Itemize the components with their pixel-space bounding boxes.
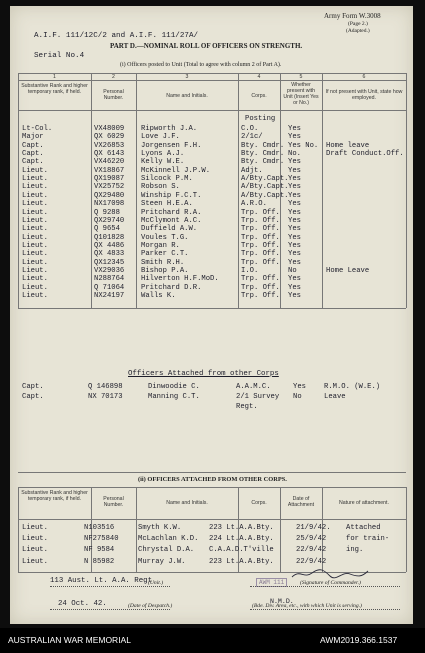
- officer-rank: Major: [22, 133, 44, 142]
- stamp: AWM 111: [256, 578, 287, 587]
- officer-present: Yes: [288, 250, 301, 259]
- unit-name: 113 Aust. Lt. A.A. Regt: [50, 577, 153, 585]
- officer-present: Yes: [288, 233, 301, 242]
- part-title: PART D.—NOMINAL ROLL OF OFFICERS ON STRENGTH.: [110, 42, 303, 50]
- date-label: (Date of Despatch.): [128, 603, 173, 609]
- officer-corps: Trp. Off.: [241, 208, 280, 217]
- officer-corps: Trp. Off.: [241, 233, 280, 242]
- officer-corps: Trp. Off.: [241, 283, 280, 292]
- attached-ii-rank: Lieut.: [22, 524, 48, 532]
- col-number-4: 4: [257, 74, 261, 80]
- officer-corps: Trp. Off.: [241, 292, 280, 300]
- officer-number: QX 6143: [94, 150, 125, 159]
- officer-number: QX29740: [94, 216, 125, 225]
- officer-rank: Lieut.: [22, 233, 48, 242]
- officer-rank: Capt.: [22, 158, 44, 167]
- officer-rank: Lieut.: [22, 166, 48, 175]
- serial-number: Serial No.4: [34, 52, 85, 60]
- attached-ii-corps: C.A.A.D.T'ville: [209, 546, 274, 555]
- archive-id: AWM2019.366.1537: [320, 635, 398, 645]
- officer-corps: Adjt.: [241, 166, 263, 175]
- signature-label: (Signature of Commander.): [300, 580, 361, 586]
- col-number-6: 6: [362, 74, 366, 80]
- officer-employed: Home Leave: [326, 266, 370, 275]
- officer-corps: 2/1c/: [241, 133, 263, 142]
- header-present: Whether present with Unit (Insert Yes or No.): [283, 82, 319, 106]
- officer-name: Hilverton H.F.MoD.: [141, 275, 219, 284]
- officer-corps: Trp. Off.: [241, 216, 280, 225]
- officer-rank: Capt.: [22, 150, 44, 159]
- officer-rank: Lieut.: [22, 200, 48, 209]
- header-ii-rank: Substantive Rank and higher temporary rank, if held.: [21, 490, 88, 502]
- officer-rank: Lieut.: [22, 225, 48, 234]
- attached-ii-nature: Attached: [346, 524, 381, 532]
- officer-present: Yes: [288, 166, 301, 175]
- officer-present: No: [288, 266, 297, 275]
- attached-name: Dinwoodie C.: [148, 383, 200, 391]
- header-corps: Corps.: [251, 93, 267, 99]
- officer-present: Yes: [288, 216, 301, 225]
- officer-name: McClymont A.C.: [141, 216, 202, 225]
- officer-present: Yes: [288, 158, 301, 167]
- officer-number: Q101828: [94, 233, 125, 242]
- officer-number: VX46220: [94, 158, 125, 167]
- officer-name: Winship F.C.T.: [141, 191, 202, 200]
- officer-present: Yes: [288, 191, 301, 200]
- officer-corps: Trp. Off.: [241, 275, 280, 284]
- attached-number: NX 70173: [88, 393, 123, 401]
- unit-label: (Unit.): [148, 580, 164, 586]
- officer-corps: Trp. Off.: [241, 258, 280, 267]
- officer-name: Morgan R.: [141, 241, 180, 250]
- attached-ii-name: Murray J.W.: [138, 557, 186, 566]
- officer-name: Silcock P.M.: [141, 175, 193, 184]
- officer-employed: Home leave: [326, 141, 370, 150]
- officer-name: Love J.F.: [141, 133, 180, 142]
- officer-number: QX12345: [94, 258, 125, 267]
- officer-present: Yes: [288, 125, 301, 133]
- archive-footer: [0, 628, 425, 653]
- attached-ii-name: Smyth K.W.: [138, 524, 182, 532]
- officer-corps: Trp. Off.: [241, 225, 280, 234]
- officer-present: No.: [288, 150, 301, 159]
- attached-employed: Leave: [324, 393, 346, 401]
- officer-present: Yes: [288, 183, 301, 192]
- area-label: (Bde. Div. Area, etc., with which Unit is serving.): [252, 603, 362, 609]
- officer-rank: Lieut.: [22, 216, 48, 225]
- header-personal-number: Personal Number.: [103, 89, 124, 101]
- area-name: N.M.D.: [270, 598, 294, 605]
- header-ii-personal-number: Personal Number.: [103, 496, 124, 508]
- officer-corps: C.O.: [241, 125, 259, 133]
- header-ii-date: Date of Attachment: [287, 496, 315, 508]
- col-number-2: 2: [112, 74, 115, 80]
- officer-number: VX48009: [94, 125, 125, 133]
- attached-ii-corps: 223 Lt.A.A.Bty.: [209, 524, 274, 532]
- attached-employed: R.M.O. (W.E.): [324, 383, 381, 391]
- col-number-1: 1: [53, 74, 56, 80]
- officer-present: Yes: [288, 292, 301, 300]
- section-i-title: (i) Officers posted to Unit (Total to agree with column 2 of Part A).: [120, 62, 282, 68]
- officer-rank: Lieut.: [22, 191, 48, 200]
- officer-name: Smith R.H.: [141, 258, 185, 267]
- officer-present: Yes: [288, 200, 301, 209]
- col-number-3: 3: [185, 74, 189, 80]
- header-rank: Substantive Rank and higher temporary rank, if held.: [21, 83, 88, 95]
- officer-name: Bishop P.A.: [141, 266, 189, 275]
- officer-number: NX17098: [94, 200, 125, 209]
- adapted-note: (Adapted.): [346, 28, 370, 34]
- despatch-date: 24 Oct. 42.: [58, 600, 107, 608]
- officer-rank: Lieut.: [22, 266, 48, 275]
- officer-corps: A/Bty.Capt.: [241, 175, 289, 184]
- attached-ii-nature: for train-: [346, 535, 390, 544]
- attached-ii-rank: Lieut.: [22, 535, 48, 544]
- army-form-number: Army Form W.3008: [324, 12, 381, 20]
- section-ii-title: (ii) OFFICERS ATTACHED FROM OTHER CORPS.: [138, 476, 287, 483]
- attached-ii-date: 25/9/42: [296, 535, 327, 544]
- officer-name: Robson S.: [141, 183, 180, 192]
- officer-corps: A/Bty.Capt.: [241, 183, 289, 192]
- officer-name: Kelly W.E.: [141, 158, 185, 167]
- officer-number: VX26853: [94, 141, 125, 150]
- officer-name: Jorgensen F.H.: [141, 141, 202, 150]
- attached-corps: 2/1 Survey: [236, 393, 280, 401]
- officer-number: QX29480: [94, 191, 125, 200]
- officer-name: Ripworth J.A.: [141, 125, 198, 133]
- attached-ii-date: 22/9/42: [296, 557, 327, 566]
- officer-rank: Capt.: [22, 141, 44, 150]
- officer-number: VX25752: [94, 183, 125, 192]
- officer-corps: A/Bty.Capt.: [241, 191, 289, 200]
- attached-present: No: [293, 393, 302, 401]
- officer-rank: Lieut.: [22, 208, 48, 217]
- officer-present: Yes: [288, 133, 301, 142]
- officer-corps: Bty. Cmdr.: [241, 158, 285, 167]
- officer-present: Yes No.: [288, 141, 319, 150]
- header-employed: If not present with Unit, state how employed.: [325, 89, 403, 101]
- officer-number: N288764: [94, 275, 125, 284]
- attached-ii-corps: 224 Lt.A.A.Bty.: [209, 535, 274, 544]
- officer-rank: Lieut.: [22, 292, 48, 300]
- officer-corps: Bty. Cmdr.: [241, 141, 285, 150]
- officer-number: VX29036: [94, 266, 125, 275]
- officer-rank: Lieut.: [22, 250, 48, 259]
- attached-ii-number: NF275840: [84, 535, 119, 544]
- attached-ii-nature: ing.: [346, 546, 364, 555]
- attached-corps-line2: Regt.: [236, 403, 258, 411]
- officer-number: Q 9288: [94, 208, 120, 217]
- attached-rank: Capt.: [22, 393, 44, 401]
- officer-present: Yes: [288, 283, 301, 292]
- attached-ii-number: N 85982: [84, 557, 115, 566]
- officer-present: Yes: [288, 275, 301, 284]
- officer-name: Lyons A.J.: [141, 150, 185, 159]
- officer-name: Duffield A.W.: [141, 225, 198, 234]
- posting-label: Posting: [245, 115, 276, 123]
- officer-present: Yes: [288, 241, 301, 250]
- attached-ii-name: Chrystal D.A.: [138, 546, 195, 555]
- header-name: Name and Initials.: [166, 93, 208, 99]
- officer-corps: A.R.O.: [241, 200, 267, 209]
- officer-number: QX 4833: [94, 250, 125, 259]
- officer-number: Q 9654: [94, 225, 120, 234]
- officer-corps: Trp. Off.: [241, 241, 280, 250]
- attached-present: Yes: [293, 383, 306, 391]
- officer-corps: Bty. Cmdr.: [241, 150, 285, 159]
- officer-number: NX24197: [94, 292, 125, 300]
- officer-number: Q 71064: [94, 283, 125, 292]
- officer-rank: Lieut.: [22, 175, 48, 184]
- officer-name: Steen H.E.A.: [141, 200, 193, 209]
- officer-rank: Lieut.: [22, 275, 48, 284]
- document-page: [10, 6, 413, 624]
- officer-name: Pritchard R.A.: [141, 208, 202, 217]
- officer-name: Pritchard D.R.: [141, 283, 202, 292]
- attached-corps: A.A.M.C.: [236, 383, 271, 391]
- attached-ii-corps: 223 Lt.A.A.Bty.: [209, 557, 274, 566]
- officer-present: Yes: [288, 225, 301, 234]
- officer-rank: Lieut.: [22, 283, 48, 292]
- officer-number: QX19087: [94, 175, 125, 184]
- officer-number: QX 6029: [94, 133, 125, 142]
- attached-ii-rank: Lieut.: [22, 546, 48, 555]
- officer-corps: I.O.: [241, 266, 259, 275]
- officer-number: QX 4486: [94, 241, 125, 250]
- col-number-5: 5: [299, 74, 303, 80]
- attached-ii-number: N103516: [84, 524, 115, 532]
- commander-signature: [290, 567, 370, 581]
- officer-present: Yes: [288, 258, 301, 267]
- officer-name: Walls K.: [141, 292, 176, 300]
- officer-present: Yes: [288, 208, 301, 217]
- header-ii-nature: Nature of attachment.: [339, 500, 389, 506]
- attached-rank: Capt.: [22, 383, 44, 391]
- file-reference: A.I.F. 111/12C/2 and A.I.F. 111/27A/: [34, 32, 199, 40]
- officer-name: McKinnell J.P.W.: [141, 166, 211, 175]
- officer-name: Voules T.G.: [141, 233, 189, 242]
- officer-rank: Lieut.: [22, 258, 48, 267]
- attached-ii-date: 21/9/42.: [296, 524, 331, 532]
- header-ii-name: Name and Initials.: [166, 500, 208, 506]
- officer-employed: Draft Conduct.Off.: [326, 150, 404, 159]
- page-number: (Page 2.): [348, 21, 368, 27]
- officer-name: Parker C.T.: [141, 250, 189, 259]
- attached-ii-date: 22/9/42: [296, 546, 327, 555]
- header-ii-corps: Corps.: [251, 500, 267, 506]
- officer-rank: Lt-Col.: [22, 125, 53, 133]
- officer-rank: Lieut.: [22, 241, 48, 250]
- officer-rank: Lieut.: [22, 183, 48, 192]
- attached-number: Q 146898: [88, 383, 123, 391]
- archive-name: AUSTRALIAN WAR MEMORIAL: [8, 635, 131, 645]
- attached-ii-rank: Lieut.: [22, 557, 48, 566]
- attached-ii-name: McLachlan K.D.: [138, 535, 199, 544]
- officer-corps: Trp. Off.: [241, 250, 280, 259]
- attached-heading: Officers Attached from other Corps: [128, 370, 279, 378]
- attached-ii-number: NF 9584: [84, 546, 115, 555]
- attached-name: Manning C.T.: [148, 393, 200, 401]
- officer-present: Yes: [288, 175, 301, 184]
- officer-number: VX18867: [94, 166, 125, 175]
